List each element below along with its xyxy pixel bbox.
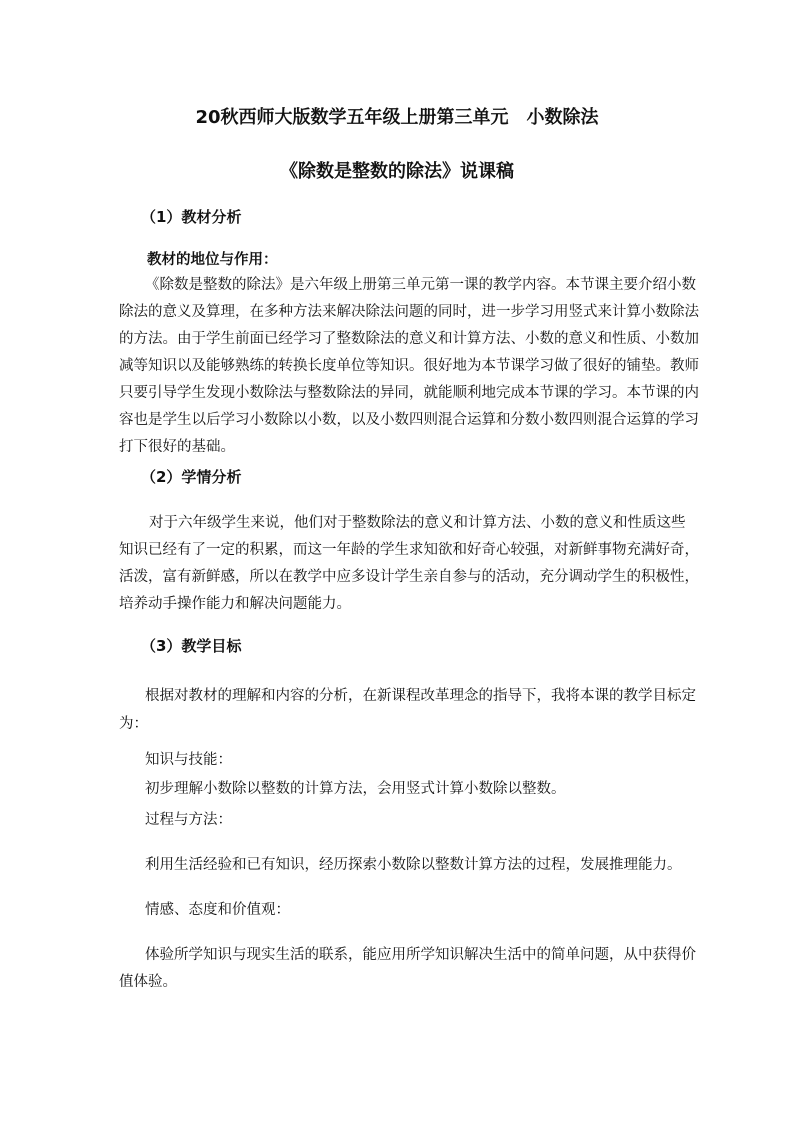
paragraph-line: 活泼，富有新鲜感，所以在教学中应多设计学生亲自参与的活动，充分调动学生的积极性， — [119, 569, 699, 585]
paragraph-line: 根据对教材的理解和内容的分析，在新课程改革理念的指导下，我将本课的教学目标定 — [145, 688, 696, 704]
paragraph-line: 除法的意义及算理，在多种方法来解决除法问题的同时，进一步学习用竖式来计算小数除法 — [119, 304, 699, 320]
text-process-methods: 利用生活经验和已有知识，经历探索小数除以整数计算方法的过程，发展推理能力。 — [145, 857, 682, 873]
label-knowledge-skills: 知识与技能： — [145, 752, 232, 768]
section-heading-textbook-analysis: （1）教材分析 — [141, 208, 242, 226]
paragraph-line: 容也是学生以后学习小数除以小数，以及小数四则混合运算和分数小数四则混合运算的学习 — [119, 412, 699, 428]
section-heading-student-analysis: （2）学情分析 — [141, 468, 242, 486]
paragraph-line: 的方法。由于学生前面已经学习了整数除法的意义和计算方法、小数的意义和性质、小数加 — [119, 331, 699, 347]
paragraph-line: 减等知识以及能够熟练的转换长度单位等知识。很好地为本节课学习做了很好的铺垫。教师 — [119, 358, 699, 374]
paragraph-line: 值体验。 — [119, 974, 177, 990]
label-emotion-attitude-values: 情感、态度和价值观： — [145, 902, 290, 918]
text-knowledge-skills: 初步理解小数除以整数的计算方法，会用竖式计算小数除以整数。 — [145, 781, 566, 797]
paragraph-line: 只要引导学生发现小数除法与整数除法的异同，就能顺利地完成本节课的学习。本节课的内 — [119, 385, 699, 401]
label-process-methods: 过程与方法： — [145, 812, 232, 828]
paragraph-line: 《除数是整数的除法》是六年级上册第三单元第一课的教学内容。本节课主要介绍小数 — [145, 277, 696, 293]
document-title: 20秋西师大版数学五年级上册第三单元 小数除法 — [195, 107, 599, 128]
paragraph-line: 打下很好的基础。 — [119, 439, 235, 455]
document-subtitle: 《除数是整数的除法》说课稿 — [280, 161, 514, 182]
subheading-role: 教材的地位与作用： — [147, 252, 278, 268]
paragraph-line: 体验所学知识与现实生活的联系，能应用所学知识解决生活中的简单问题，从中获得价 — [145, 947, 696, 963]
paragraph-line: 培养动手操作能力和解决问题能力。 — [119, 596, 351, 612]
paragraph-line: 知识已经有了一定的积累，而这一年龄的学生求知欲和好奇心较强，对新鲜事物充满好奇， — [119, 542, 699, 558]
section-heading-teaching-goals: （3）教学目标 — [141, 637, 242, 655]
paragraph-line: 对于六年级学生来说，他们对于整数除法的意义和计算方法、小数的意义和性质这些 — [149, 515, 686, 531]
paragraph-line: 为： — [119, 716, 148, 732]
